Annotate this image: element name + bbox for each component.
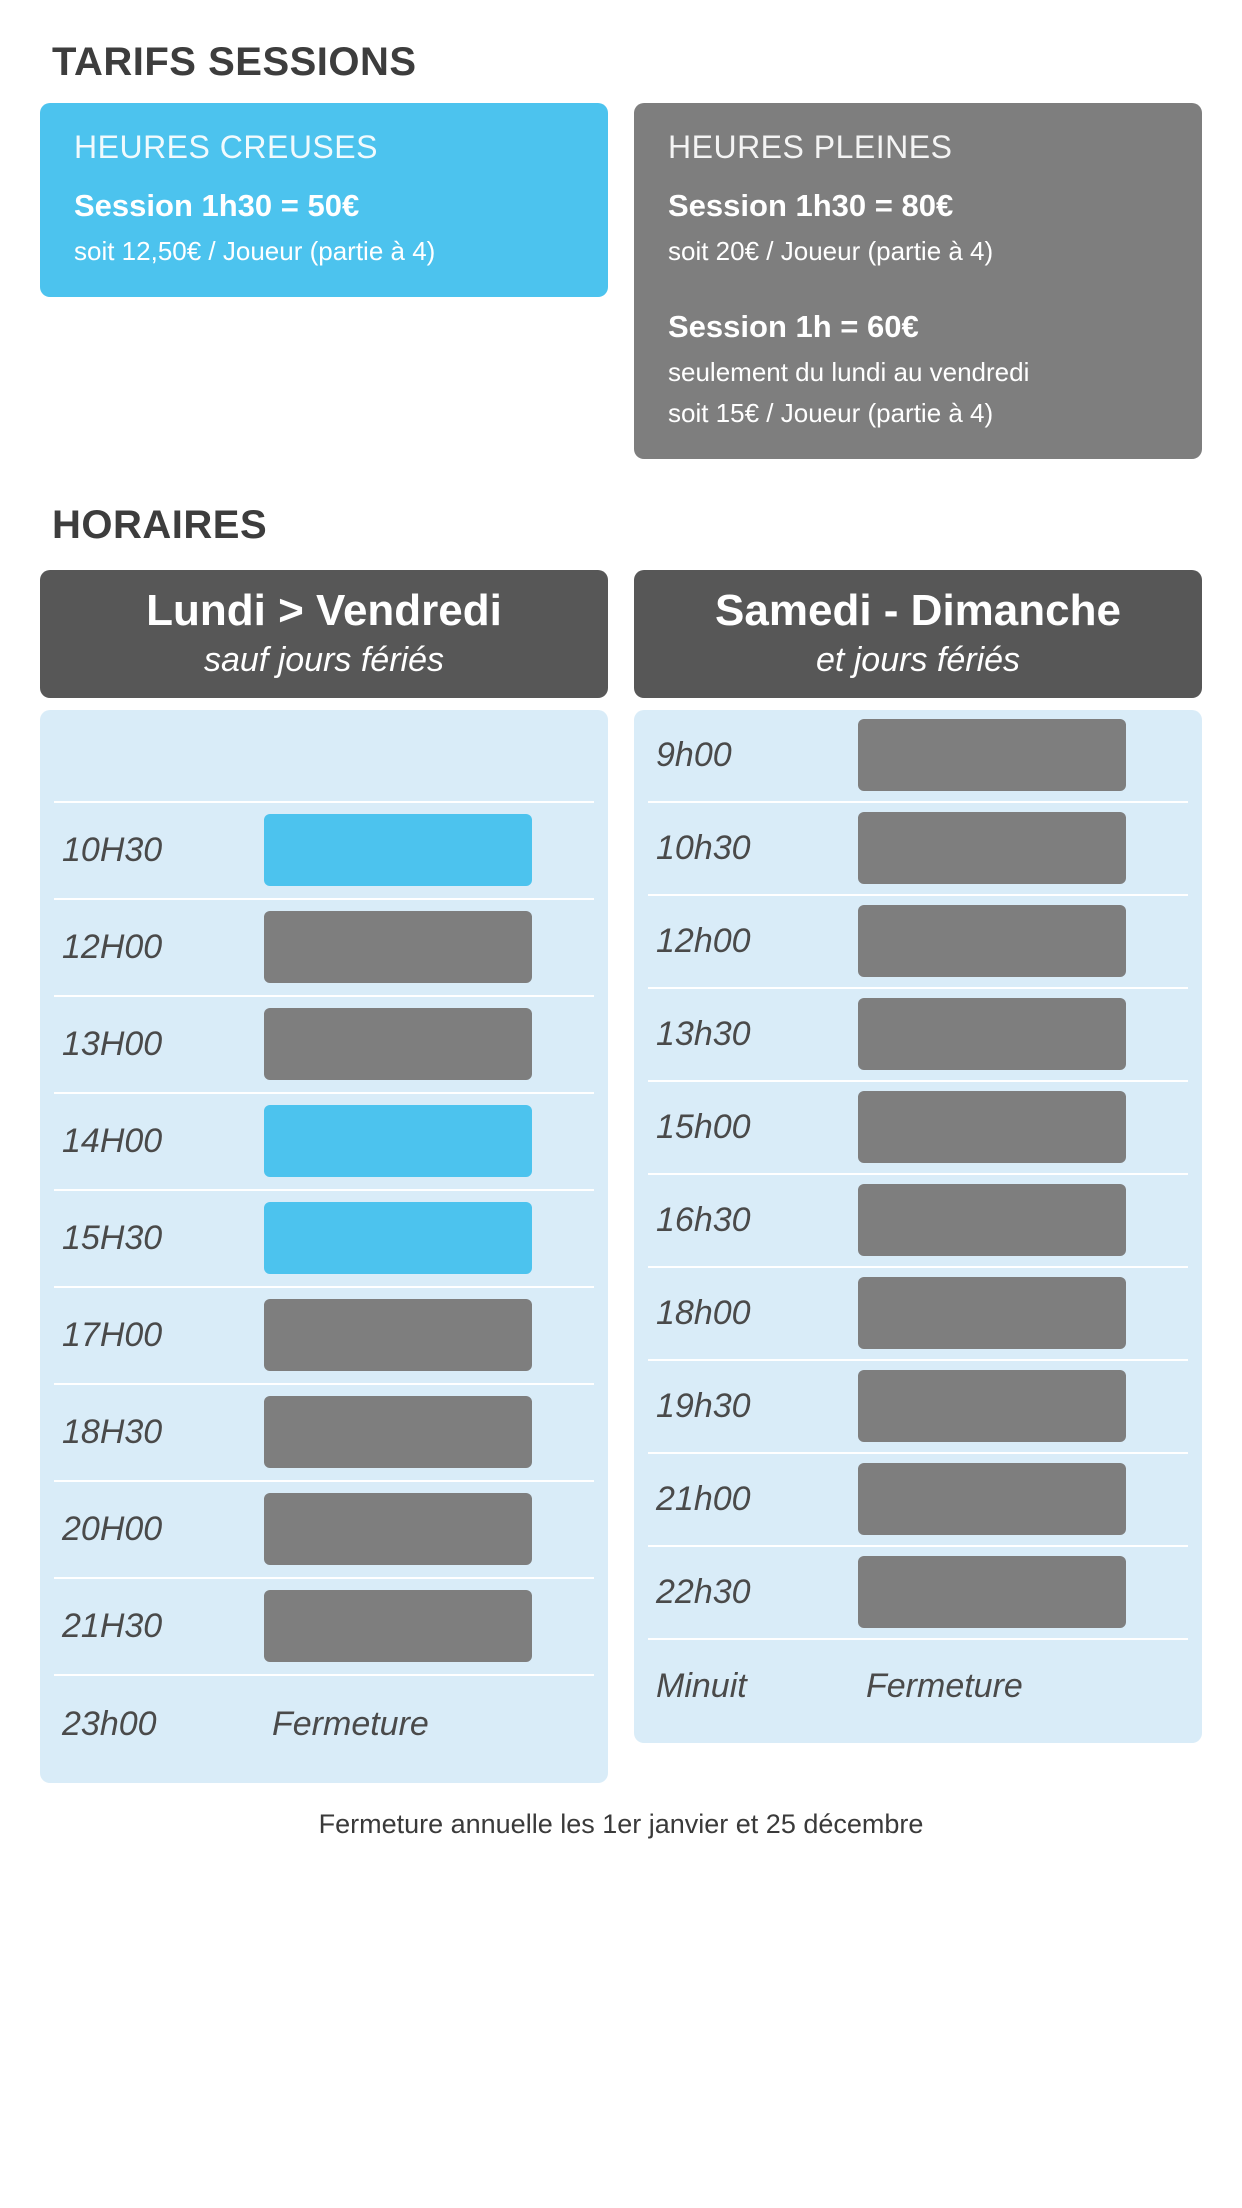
schedule-row-time: 10h30 — [656, 828, 751, 867]
tarif-pleines-detail-days: seulement du lundi au vendredi — [668, 357, 1030, 387]
schedule-column-weekend — [634, 570, 1202, 1743]
horaires-columns — [40, 570, 1202, 1783]
slot-bar-offpeak — [264, 1105, 532, 1177]
schedule-row — [648, 710, 1188, 803]
schedule-row-time: 22h30 — [656, 1572, 751, 1611]
tarif-pleines-price-1h: Session 1h = 60€ — [668, 309, 919, 344]
schedule-row-slot — [858, 1463, 1188, 1535]
schedule-row — [648, 896, 1188, 989]
tarif-card-heures-pleines — [634, 103, 1202, 459]
schedule-row-time: 15h00 — [656, 1107, 751, 1146]
schedule-row — [648, 1547, 1188, 1640]
tarif-spacer — [668, 267, 1172, 309]
slot-bar-peak — [858, 1556, 1126, 1628]
schedule-row-time: 13h30 — [656, 1014, 751, 1053]
slot-bar-peak — [858, 1091, 1126, 1163]
page-title-tarifs: TARIFS SESSIONS — [52, 40, 417, 84]
schedule-row-time: 14H00 — [62, 1121, 163, 1160]
schedule-row — [648, 989, 1188, 1082]
schedule-row — [54, 900, 594, 997]
schedule-closing-time: 23h00 — [62, 1704, 157, 1743]
schedule-row-slot — [858, 998, 1188, 1070]
schedule-closing-row — [54, 1676, 594, 1773]
schedule-row — [54, 1191, 594, 1288]
schedule-row — [648, 1454, 1188, 1547]
schedule-row — [54, 1094, 594, 1191]
slot-bar-offpeak — [264, 814, 532, 886]
schedule-row-slot — [264, 1396, 594, 1468]
schedule-closing-time: Minuit — [656, 1666, 747, 1705]
schedule-row — [54, 803, 594, 900]
schedule-row-slot — [264, 1202, 594, 1274]
page-title-horaires: HORAIRES — [52, 503, 268, 547]
schedule-row-time: 17H00 — [62, 1315, 163, 1354]
schedule-row-slot — [858, 905, 1188, 977]
schedule-row-time: 18H30 — [62, 1412, 163, 1451]
schedule-weekend-day: Samedi - Dimanche — [715, 586, 1121, 635]
schedule-row-slot — [858, 1556, 1188, 1628]
schedule-row-slot — [264, 1008, 594, 1080]
schedule-row-slot — [264, 911, 594, 983]
slot-bar-peak — [858, 719, 1126, 791]
tarif-creuses-detail: soit 12,50€ / Joueur (partie à 4) — [74, 236, 436, 266]
schedule-closing-label: Fermeture — [272, 1704, 429, 1743]
schedule-row-time: 12h00 — [656, 921, 751, 960]
schedule-row-time: 21h00 — [656, 1479, 751, 1518]
schedule-row — [54, 1385, 594, 1482]
schedule-row-time: 18h00 — [656, 1293, 751, 1332]
slot-bar-peak — [264, 911, 532, 983]
schedule-row — [648, 1361, 1188, 1454]
schedule-row-slot — [858, 1091, 1188, 1163]
schedule-row — [54, 997, 594, 1094]
schedule-row-time: 12H00 — [62, 927, 163, 966]
schedule-row-slot — [264, 1590, 594, 1662]
slot-bar-peak — [264, 1590, 532, 1662]
schedule-row-time: 15H30 — [62, 1218, 163, 1257]
schedule-row-slot — [858, 719, 1188, 791]
schedule-row-slot — [858, 812, 1188, 884]
schedule-column-weekdays — [40, 570, 608, 1783]
slot-bar-empty — [264, 719, 532, 791]
schedule-weekdays-day: Lundi > Vendredi — [146, 586, 502, 635]
schedule-row-time: 9h00 — [656, 735, 732, 774]
schedule-weekdays-sub: sauf jours fériés — [204, 640, 444, 679]
schedule-row-slot — [264, 1299, 594, 1371]
schedule-row-time: 13H00 — [62, 1024, 163, 1063]
schedule-row-slot — [264, 1493, 594, 1565]
schedule-header-weekend — [634, 570, 1202, 698]
schedule-row-time: 20H00 — [62, 1509, 163, 1548]
slot-bar-peak — [264, 1493, 532, 1565]
schedule-closing-label: Fermeture — [866, 1666, 1023, 1705]
schedule-row — [54, 1579, 594, 1676]
schedule-row — [54, 710, 594, 803]
tarif-pleines-heading: HEURES PLEINES — [668, 129, 953, 165]
slot-bar-peak — [858, 812, 1126, 884]
slot-bar-peak — [264, 1299, 532, 1371]
schedule-row — [648, 1082, 1188, 1175]
tarif-card-heures-creuses — [40, 103, 608, 297]
annual-closing-note: Fermeture annuelle les 1er janvier et 25 décembre — [318, 1808, 924, 1839]
schedule-row-slot — [858, 1184, 1188, 1256]
schedule-row-slot — [264, 719, 594, 791]
slot-bar-peak — [858, 1277, 1126, 1349]
schedule-row-slot — [264, 1105, 594, 1177]
schedule-row-time: 16h30 — [656, 1200, 751, 1239]
slot-bar-peak — [264, 1008, 532, 1080]
schedule-row-time: 10H30 — [62, 830, 163, 869]
slot-bar-peak — [858, 1463, 1126, 1535]
tarif-pleines-detail-1h: soit 15€ / Joueur (partie à 4) — [668, 398, 994, 428]
schedule-row-time: 19h30 — [656, 1386, 751, 1425]
schedule-table-weekdays — [40, 710, 608, 1783]
schedule-row — [54, 1482, 594, 1579]
tarif-creuses-heading: HEURES CREUSES — [74, 129, 378, 165]
schedule-row-slot — [264, 814, 594, 886]
schedule-row-slot — [858, 1370, 1188, 1442]
slot-bar-peak — [858, 1370, 1126, 1442]
slot-bar-peak — [264, 1396, 532, 1468]
schedule-header-weekdays — [40, 570, 608, 698]
slot-bar-peak — [858, 1184, 1126, 1256]
slot-bar-peak — [858, 998, 1126, 1070]
schedule-row — [648, 1175, 1188, 1268]
tarif-pleines-detail-1h30: soit 20€ / Joueur (partie à 4) — [668, 236, 994, 266]
schedule-weekend-sub: et jours fériés — [815, 640, 1021, 679]
schedule-row — [54, 1288, 594, 1385]
tarifs-cards — [40, 103, 1202, 459]
schedule-row-time: 21H30 — [62, 1606, 163, 1645]
schedule-closing-row — [648, 1640, 1188, 1733]
schedule-row — [648, 803, 1188, 896]
schedule-row — [648, 1268, 1188, 1361]
schedule-table-weekend — [634, 710, 1202, 1743]
slot-bar-offpeak — [264, 1202, 532, 1274]
tarif-creuses-price: Session 1h30 = 50€ — [74, 188, 360, 223]
tarif-pleines-price-1h30: Session 1h30 = 80€ — [668, 188, 954, 223]
slot-bar-peak — [858, 905, 1126, 977]
schedule-row-slot — [858, 1277, 1188, 1349]
